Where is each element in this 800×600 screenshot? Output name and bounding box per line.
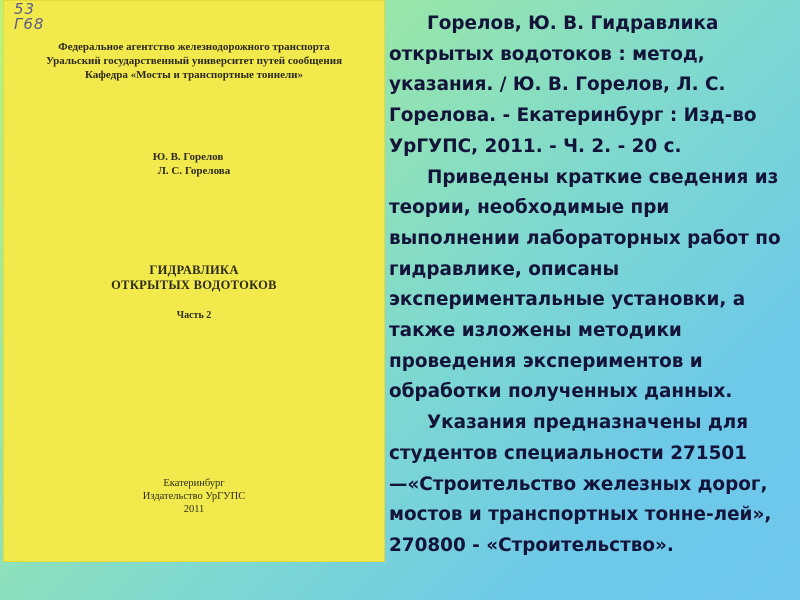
imprint-year: 2011: [183, 504, 205, 515]
book-cover: [3, 0, 385, 562]
cover-title: [3, 263, 385, 293]
publisher-line: Уральский государственный университет путей сообщения: [45, 55, 343, 67]
cover-imprint: [3, 477, 385, 516]
author-name: Ю. В. Горелов: [152, 151, 224, 163]
cover-authors: [3, 150, 385, 178]
handwritten-code: Г68: [14, 15, 45, 33]
publisher-line: Кафедра «Мосты и транспортные тоннели»: [84, 69, 304, 81]
handwritten-catalog-mark: [14, 2, 44, 32]
bibliographic-reference: Горелов, Ю. В. Гидравлика открытых водотоков : метод, указания. / Ю. В. Горелов, Л. С. Горелова. - Екатеринбург : Изд-во УрГУПС, 2011. - Ч. 2. - 20 с.: [389, 13, 757, 157]
author-name: Л. С. Горелова: [157, 165, 231, 177]
publisher-line: Федеральное агентство железнодорожного транспорта: [58, 41, 330, 53]
annotation-paragraph: Приведены краткие сведения из теории, необходимые при выполнении лабораторных работ по гидравлике, описаны экспериментальные установки, а также изложены методики проведения экспериментов и обработки полученных данных.: [389, 166, 781, 403]
title-line: ГИДРАВЛИКА: [149, 263, 239, 277]
book-description: [389, 9, 794, 562]
cover-part: Часть 2: [176, 310, 212, 321]
title-line: ОТКРЫТЫХ ВОДОТОКОВ: [111, 278, 277, 292]
handwritten-number: 53: [14, 0, 36, 18]
imprint-city: Екатеринбург: [163, 478, 225, 489]
audience-paragraph: Указания предназначены для студентов специальности 271501—«Строительство железных дорог, мостов и транспортных тонне-лей», 270800 - «Строительство».: [389, 412, 772, 556]
cover-publisher: [3, 40, 385, 82]
imprint-publisher: Издательство УрГУПС: [142, 491, 246, 502]
